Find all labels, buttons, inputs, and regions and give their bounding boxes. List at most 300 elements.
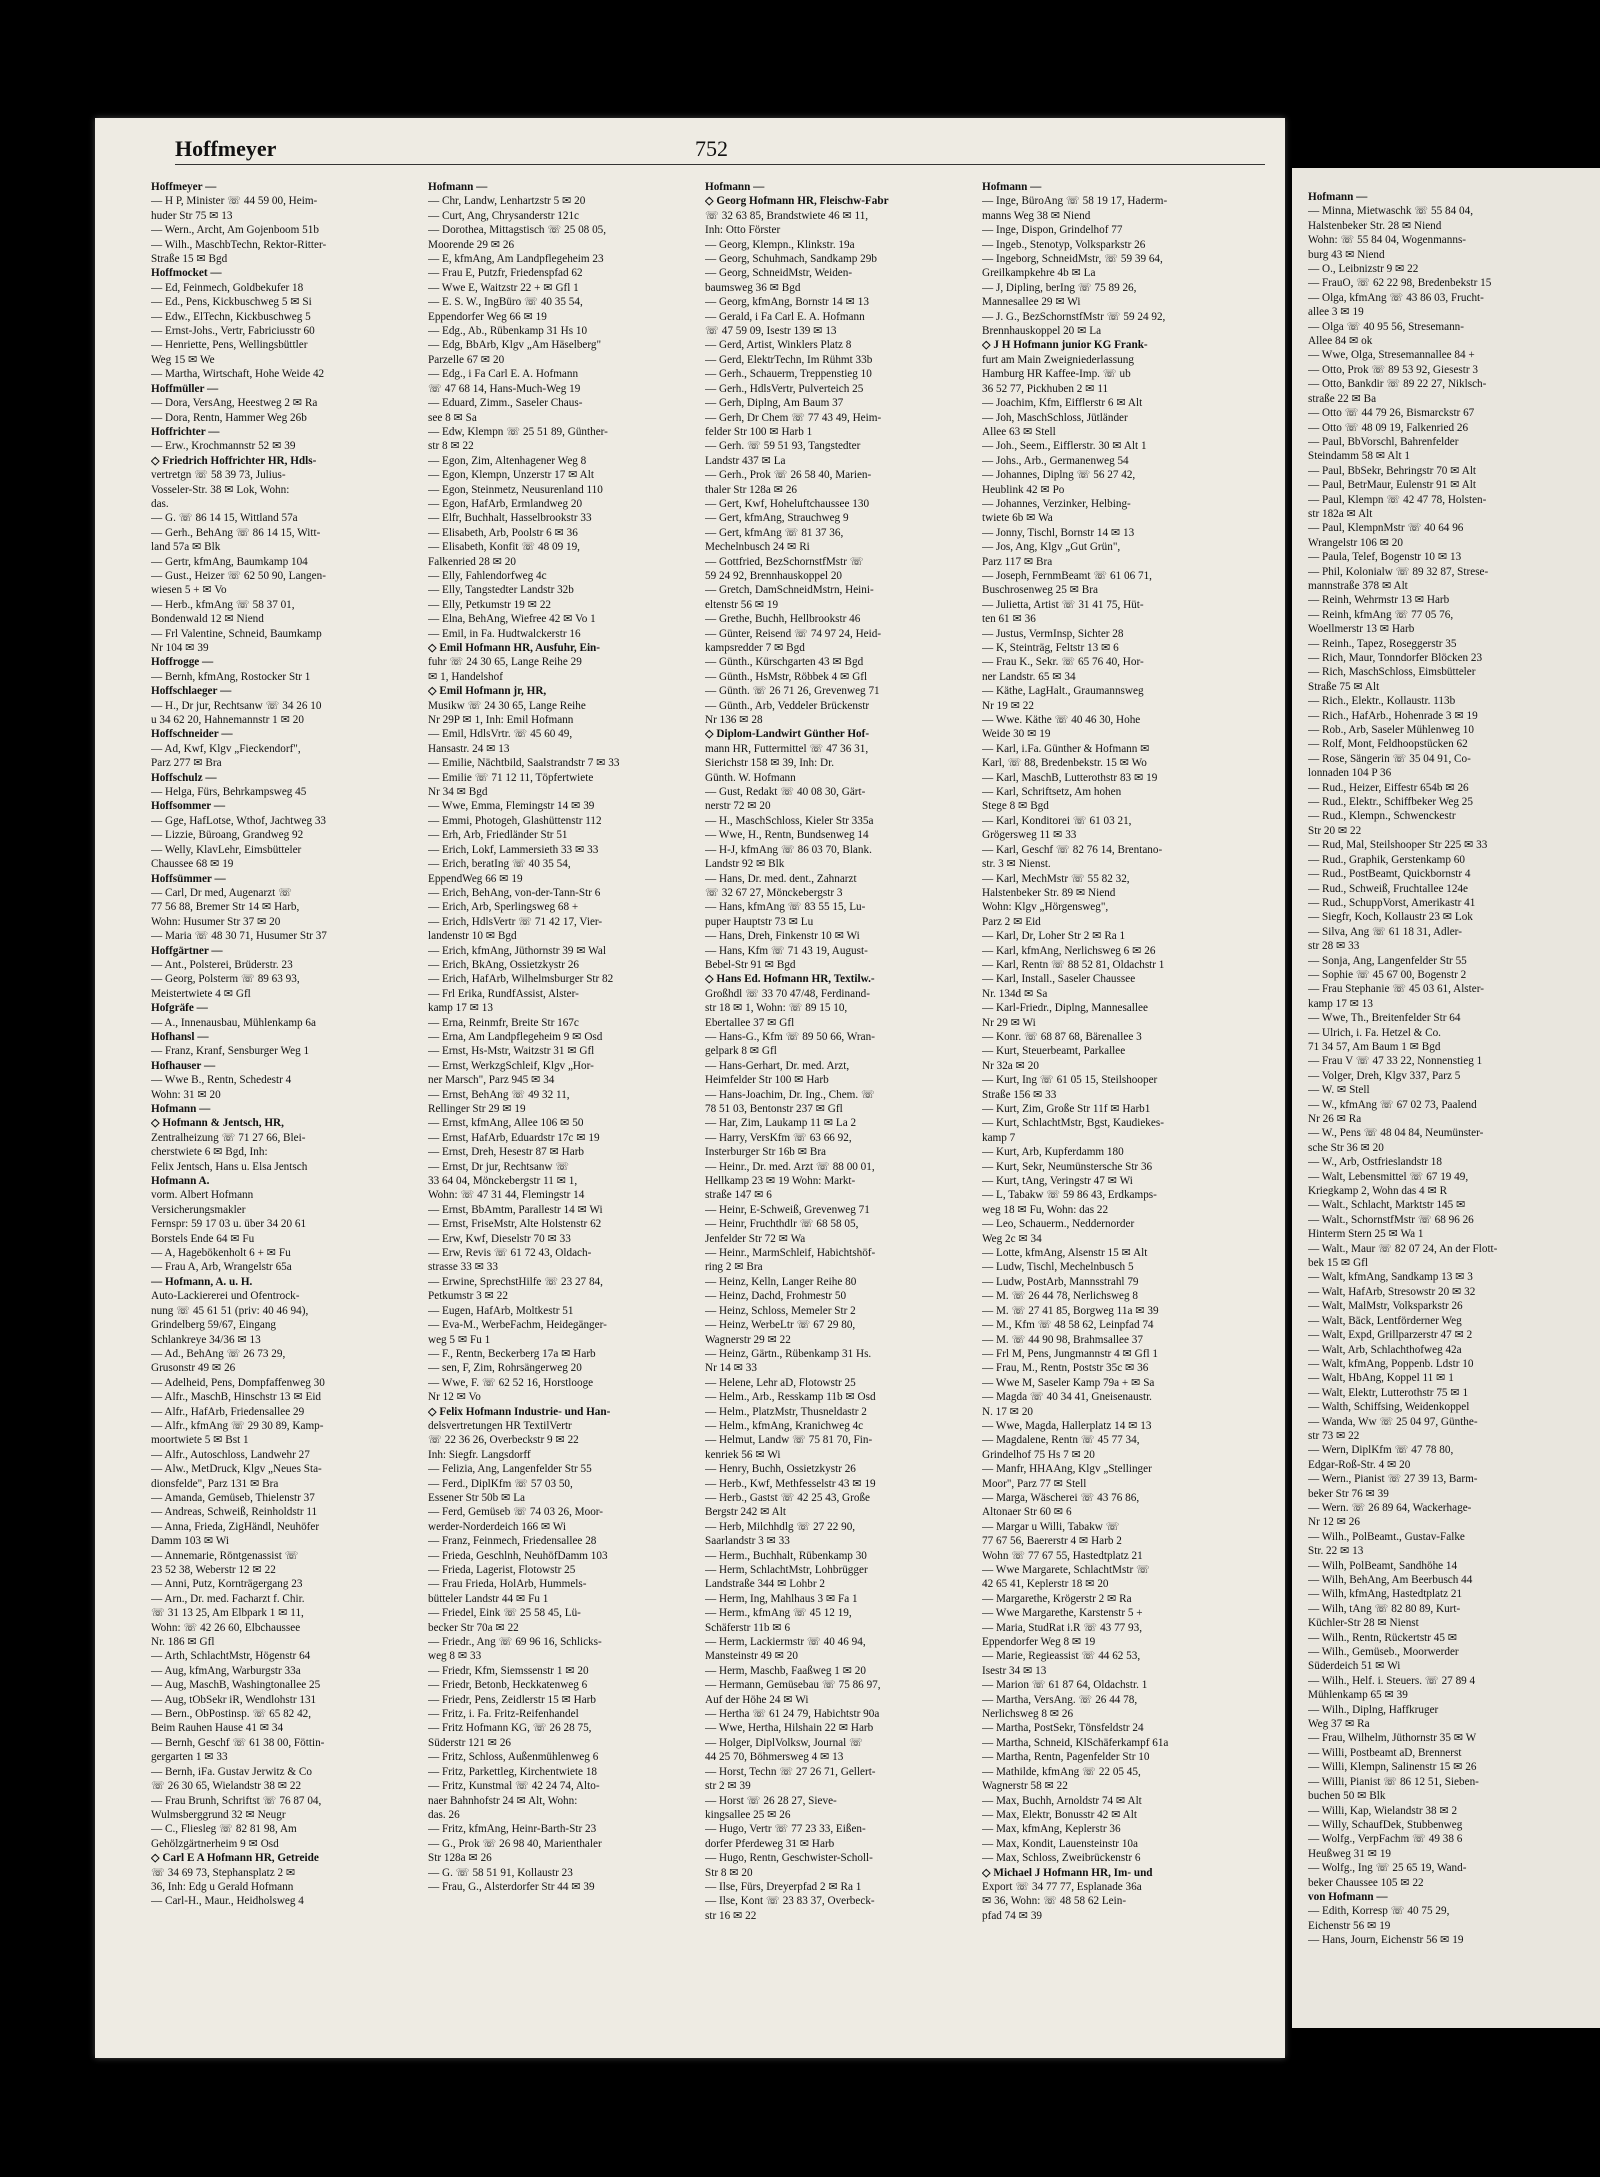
directory-entry-line: Nr 29 ✉ Wi bbox=[982, 1016, 1036, 1029]
directory-entry-line: Hoffrogge — bbox=[151, 656, 214, 669]
directory-entry-line: — Inge, BüroAng ☏ 58 19 17, Haderm- bbox=[982, 195, 1168, 208]
directory-entry-line: — Alw., MetDruck, Klgv „Neues Sta- bbox=[151, 1463, 322, 1476]
directory-entry-line: 59 24 92, Brennhauskoppel 20 bbox=[705, 569, 843, 582]
directory-entry-line: — Otto ☏ 44 79 26, Bismarckstr 67 bbox=[1308, 407, 1475, 420]
directory-entry-line: kamp 7 bbox=[982, 1131, 1016, 1144]
directory-entry-line: — Ingeborg, SchneidMstr, ☏ 59 39 64, bbox=[982, 253, 1163, 266]
directory-entry-line: Borstels Ende 64 ✉ Fu bbox=[151, 1232, 255, 1245]
directory-entry-line: — Wilh., Diplng, Haffkruger bbox=[1308, 1703, 1439, 1716]
directory-entry-line: — Annemarie, Röntgenassist ☏ bbox=[151, 1549, 299, 1562]
directory-entry-line: 71 34 57, Am Baum 1 ✉ Bgd bbox=[1308, 1040, 1441, 1053]
directory-entry-line: Steindamm 58 ✉ Alt 1 bbox=[1308, 450, 1410, 463]
directory-entry-line: Straße 156 ✉ 33 bbox=[982, 1088, 1057, 1101]
directory-entry-line: — Reinh, kfmAng ☏ 77 05 76, bbox=[1308, 608, 1454, 621]
directory-entry-line: Greilkampkehre 4b ✉ La bbox=[982, 267, 1096, 280]
directory-entry-line: — Heinr, Fruchthdlr ☏ 68 58 05, bbox=[705, 1218, 859, 1231]
directory-entry-line: Weg 37 ✉ Ra bbox=[1308, 1718, 1370, 1731]
directory-entry-line: — Otto, Bankdir ☏ 89 22 27, Niklsch- bbox=[1308, 378, 1487, 391]
directory-entry-line: — Wilh, BehAng, Am Beerbusch 44 bbox=[1308, 1574, 1473, 1586]
directory-entry-line: — Phil, Kolonialw ☏ 89 32 87, Strese- bbox=[1308, 565, 1489, 578]
directory-entry-line: — Holger, DiplVolksw, Journal ☏ bbox=[705, 1736, 864, 1749]
directory-entry-line: — Walt, MalMstr, Volksparkstr 26 bbox=[1308, 1300, 1463, 1313]
directory-entry-line: — Egon, Steinmetz, Neusurenland 110 bbox=[428, 483, 603, 496]
directory-entry-line: — Erich, kfmAng, Jüthornstr 39 ✉ Wal bbox=[428, 944, 606, 957]
directory-entry-line: — Emmi, Photogeh, Glashüttenstr 112 bbox=[428, 814, 602, 827]
directory-entry-line: — Magdalene, Rentn ☏ 45 77 34, bbox=[982, 1434, 1140, 1447]
directory-entry-line: — Ernst, WerkzgSchleif, Klgv „Hor- bbox=[428, 1059, 594, 1072]
directory-entry-line: Wagnerstr 58 ✉ 22 bbox=[982, 1780, 1068, 1793]
directory-entry-line: — Ernst-Johs., Vertr, Fabriciusstr 60 bbox=[151, 325, 315, 338]
directory-entry-line: — Ad, Kwf, Klgv „Fieckendorf", bbox=[151, 742, 301, 755]
directory-entry-line: — Wwe, Emma, Flemingstr 14 ✉ 39 bbox=[428, 800, 595, 813]
directory-entry-line: — Wwe, Magda, Hallerplatz 14 ✉ 13 bbox=[982, 1419, 1152, 1432]
directory-entry-line: — Hans, Dreh, Finkenstr 10 ✉ Wi bbox=[705, 930, 860, 943]
directory-entry-line: — Rud., SchuppVorst, Amerikastr 41 bbox=[1308, 896, 1476, 909]
directory-entry-line: — Ernst, kfmAng, Allee 106 ✉ 50 bbox=[428, 1117, 584, 1130]
directory-entry-line: — Günter, Reisend ☏ 74 97 24, Heid- bbox=[705, 627, 882, 640]
directory-entry-line: — sen, F, Zim, Rohrsängerweg 20 bbox=[428, 1362, 582, 1375]
directory-entry-line: Mechelnbusch 24 ✉ Ri bbox=[705, 541, 810, 554]
directory-entry-line: — Dorothea, Mittagstisch ☏ 25 08 05, bbox=[428, 224, 607, 237]
directory-entry-line: Heublink 42 ✉ Po bbox=[982, 483, 1065, 496]
directory-entry-line: — Chr, Landw, Lenhartzstr 5 ✉ 20 bbox=[428, 195, 586, 208]
directory-entry-line: Str 8 ✉ 20 bbox=[705, 1866, 753, 1879]
directory-entry-line: — Kurt, Zim, Große Str 11f ✉ Harb1 bbox=[982, 1103, 1151, 1115]
directory-entry-line: nung ☏ 45 61 51 (priv: 40 46 94), bbox=[151, 1304, 309, 1317]
directory-entry-line: Nr. 186 ✉ Gfl bbox=[151, 1636, 215, 1649]
directory-entry-line: — Frieda, Lagerist, Flotowstr 25 bbox=[428, 1564, 576, 1576]
directory-entry-line: Nr 14 ✉ 33 bbox=[705, 1362, 757, 1375]
directory-entry-line: 44 25 70, Böhmersweg 4 ✉ 13 bbox=[705, 1751, 844, 1764]
directory-entry-line: Hamburg HR Kaffee-Imp. ☏ ub bbox=[982, 368, 1131, 381]
directory-entry-line: — Rob., Arb, Saseler Mühlenweg 10 bbox=[1308, 724, 1474, 737]
directory-entry-line: Str. 22 ✉ 13 bbox=[1308, 1545, 1364, 1558]
directory-entry-line: Str 128a ✉ 26 bbox=[428, 1852, 492, 1865]
directory-entry-line: — Rud, Mal, Steilshooper Str 225 ✉ 33 bbox=[1308, 839, 1488, 852]
directory-entry-line: Allee 84 ✉ ok bbox=[1308, 335, 1373, 348]
directory-entry-line: becker Str 70a ✉ 22 bbox=[428, 1621, 519, 1634]
directory-entry-line: — Frau Stephanie ☏ 45 03 61, Alster- bbox=[1308, 983, 1484, 996]
directory-entry-line: — Frl Erika, RundfAssist, Alster- bbox=[428, 987, 579, 1000]
running-head: Hoffmeyer bbox=[175, 136, 277, 161]
directory-entry-line: — W. ✉ Stell bbox=[1308, 1084, 1370, 1097]
directory-entry-line: — Gerald, i Fa Carl E. A. Hofmann bbox=[705, 310, 865, 323]
directory-entry-line: — Willi, Klempn, Salinenstr 15 ✉ 26 bbox=[1308, 1761, 1477, 1774]
directory-entry-line: — Karl, Dr, Loher Str 2 ✉ Ra 1 bbox=[982, 930, 1126, 943]
directory-entry-line: — Ilse, Fürs, Dreyerpfad 2 ✉ Ra 1 bbox=[705, 1880, 862, 1893]
directory-entry-line: das. bbox=[151, 497, 169, 510]
directory-entry-line: Auto-Lackiererei und Ofentrock- bbox=[151, 1290, 300, 1303]
directory-entry-line: Export ☏ 34 77 77, Esplanade 36a bbox=[982, 1880, 1142, 1893]
directory-entry-line: — Karl, kfmAng, Nerlichsweg 6 ✉ 26 bbox=[982, 944, 1156, 957]
directory-entry-line: — Arth, SchlachtMstr, Högenstr 64 bbox=[151, 1650, 311, 1663]
directory-entry-line: 33 64 04, Mönckebergstr 11 ✉ 1, bbox=[428, 1175, 578, 1188]
directory-entry-line: Jenfelder Str 72 ✉ Wa bbox=[705, 1232, 806, 1245]
directory-entry-line: — Frau Frieda, HolArb, Hummels- bbox=[428, 1578, 587, 1591]
directory-entry-line: — Ulrich, i. Fa. Hetzel & Co. bbox=[1308, 1026, 1441, 1039]
directory-entry-line: weg 18 ✉ Fu, Wohn: das 22 bbox=[982, 1203, 1109, 1216]
directory-entry-line: — Kurt, tAng, Veringstr 47 ✉ Wi bbox=[982, 1175, 1133, 1188]
directory-entry-line: — Walt, kfmAng, Sandkamp 13 ✉ 3 bbox=[1308, 1271, 1473, 1284]
directory-entry-line: — Alfr., Autoschloss, Landwehr 27 bbox=[151, 1448, 310, 1461]
directory-entry-line: — Paul, Klempn ☏ 42 47 78, Holsten- bbox=[1308, 493, 1487, 506]
directory-entry-line: — Karl, MaschB, Lutterothstr 83 ✉ 19 bbox=[982, 771, 1158, 784]
directory-entry-line: — Rud., Graphik, Gerstenkamp 60 bbox=[1308, 853, 1465, 866]
directory-entry-line: Hoffgärtner — bbox=[151, 944, 223, 957]
directory-entry-line: Günth. W. Hofmann bbox=[705, 771, 796, 784]
directory-entry-line: Wohn: Klgv „Hörgensweg", bbox=[982, 901, 1109, 914]
directory-entry-line: — Gerh. ☏ 59 51 93, Tangstedter bbox=[705, 440, 861, 453]
directory-entry-line: — Hofmann, A. u. H. bbox=[151, 1275, 253, 1288]
directory-entry-line: — Otto ☏ 48 09 19, Falkenried 26 bbox=[1308, 421, 1469, 434]
directory-entry-line: — Rud., Schweiß, Fruchtallee 124e bbox=[1308, 882, 1469, 895]
directory-entry-line: — Frau A, Arb, Wrangelstr 65a bbox=[151, 1261, 292, 1274]
directory-entry-line: — Wilh., Gemüseb., Moorwerder bbox=[1308, 1646, 1459, 1659]
directory-entry-line: 36 52 77, Pickhuben 2 ✉ 11 bbox=[982, 382, 1109, 395]
directory-entry-line: ◇ Hans Ed. Hofmann HR, Textilw.- bbox=[705, 973, 875, 986]
directory-entry-line: — Gertr, kfmAng, Baumkamp 104 bbox=[151, 555, 308, 568]
directory-entry-line: — Edg., i Fa Carl E. A. Hofmann bbox=[428, 368, 579, 381]
directory-entry-line: N. 17 ✉ 20 bbox=[982, 1405, 1034, 1418]
directory-entry-line: — Alfr., HafArb, Friedensallee 29 bbox=[151, 1405, 305, 1418]
directory-entry-line: — Olga, kfmAng ☏ 43 86 03, Frucht- bbox=[1308, 291, 1484, 304]
directory-entry-line: — Ernst, HafArb, Eduardstr 17c ✉ 19 bbox=[428, 1131, 600, 1144]
directory-entry-line: — Friedr, Pens, Zeidlerstr 15 ✉ Harb bbox=[428, 1693, 597, 1706]
directory-entry-line: — Frau V ☏ 47 33 22, Nonnenstieg 1 bbox=[1308, 1055, 1483, 1068]
directory-entry-line: — M. ☏ 26 44 78, Nerlichsweg 8 bbox=[982, 1290, 1138, 1303]
directory-entry-line: — Walt, HbAng, Koppel 11 ✉ 1 bbox=[1308, 1372, 1454, 1385]
directory-entry-line: ✉ 36, Wohn: ☏ 48 58 62 Lein- bbox=[982, 1895, 1127, 1908]
directory-entry-line: — Erw, Kwf, Dieselstr 70 ✉ 33 bbox=[428, 1232, 571, 1245]
directory-entry-line: — Wanda, Ww ☏ 25 04 97, Günthe- bbox=[1308, 1415, 1478, 1428]
directory-entry-line: lonnaden 104 P 36 bbox=[1308, 767, 1392, 780]
directory-entry-line: — Wilh, tAng ☏ 82 80 89, Kurt- bbox=[1308, 1602, 1461, 1615]
directory-entry-line: Woellmerstr 13 ✉ Harb bbox=[1308, 623, 1415, 636]
directory-entry-line: Moor", Parz 77 ✉ Stell bbox=[982, 1477, 1087, 1490]
directory-entry-line: — Wern. ☏ 26 89 64, Wackerhage- bbox=[1308, 1501, 1472, 1514]
directory-entry-line: — Frau Brunh, Schriftst ☏ 76 87 04, bbox=[151, 1794, 322, 1807]
directory-entry-line: — H-J, kfmAng ☏ 86 03 70, Blank. bbox=[705, 843, 872, 856]
directory-entry-line: — Günth., Kürschgarten 43 ✉ Bgd bbox=[705, 656, 864, 669]
directory-entry-line: Halstenbeker Str. 28 ✉ Niend bbox=[1308, 219, 1442, 232]
directory-entry-line: — Walt., Maur ☏ 82 07 24, An der Flott- bbox=[1308, 1242, 1498, 1255]
directory-entry-line: Auf der Höhe 24 ✉ Wi bbox=[705, 1693, 809, 1706]
directory-entry-line: gelpark 8 ✉ Gfl bbox=[705, 1045, 777, 1058]
directory-entry-line: — Gerh., HdlsVertr, Pulverteich 25 bbox=[705, 382, 864, 395]
directory-entry-line: Grindelhof 75 Hs 7 ✉ 20 bbox=[982, 1448, 1095, 1461]
directory-entry-line: von Hofmann — bbox=[1308, 1890, 1388, 1903]
directory-entry-line: — Helene, Lehr aD, Flotowstr 25 bbox=[705, 1376, 856, 1389]
directory-entry-line: — Erich, BkAng, Ossietzkystr 26 bbox=[428, 958, 580, 971]
directory-entry-line: Wohn ☏ 77 67 55, Hastedtplatz 21 bbox=[982, 1549, 1143, 1562]
directory-entry-line: — Fritz, Kunstmal ☏ 42 24 74, Alto- bbox=[428, 1780, 600, 1793]
directory-entry-line: — Walt, Expd, Grillparzerstr 47 ✉ 2 bbox=[1308, 1329, 1473, 1342]
directory-entry-line: — Marion ☏ 61 87 64, Oldachstr. 1 bbox=[982, 1679, 1148, 1692]
directory-entry-line: — Martha, Schneid, KlSchäferkampf 61a bbox=[982, 1736, 1169, 1749]
directory-entry-line: — Emil, in Fa. Hudtwalckerstr 16 bbox=[428, 627, 581, 640]
directory-entry-line: — Hans, Journ, Eichenstr 56 ✉ 19 bbox=[1308, 1934, 1464, 1947]
directory-entry-line: Mannesallee 29 ✉ Wi bbox=[982, 296, 1081, 309]
directory-entry-line: — Jonny, Tischl, Bornstr 14 ✉ 13 bbox=[982, 526, 1135, 539]
page-number: 752 bbox=[695, 136, 728, 161]
directory-entry-line: Hoffmocket — bbox=[151, 267, 222, 280]
directory-entry-line: — K, Steinträg, Feltstr 13 ✉ 6 bbox=[982, 642, 1119, 654]
directory-entry-line: Schäferstr 11b ✉ 6 bbox=[705, 1621, 791, 1634]
directory-entry-line: — Arn., Dr. med. Facharzt f. Chir. bbox=[151, 1592, 305, 1605]
directory-entry-line: Essener Str 50b ✉ La bbox=[428, 1491, 525, 1504]
directory-entry-line: — Henry, Buchh, Ossietzkystr 26 bbox=[705, 1463, 856, 1476]
directory-entry-line: — Walt., SchornstfMstr ☏ 68 96 26 bbox=[1308, 1213, 1474, 1226]
directory-entry-line: — Hans, kfmAng ☏ 83 55 15, Lu- bbox=[705, 901, 866, 914]
directory-entry-line: — Karl, i.Fa. Günther & Hofmann ✉ bbox=[982, 742, 1150, 755]
directory-entry-line: Landstr 92 ✉ Blk bbox=[705, 858, 785, 871]
directory-entry-line: — Fritz, Schloss, Außenmühlenweg 6 bbox=[428, 1751, 599, 1764]
directory-entry-line: — E. S. W., IngBüro ☏ 40 35 54, bbox=[428, 296, 583, 309]
directory-entry-line: ◇ Michael J Hofmann HR, Im- und bbox=[982, 1866, 1153, 1879]
directory-entry-line: Parzelle 67 ✉ 20 bbox=[428, 353, 505, 366]
directory-entry-line: kampsredder 7 ✉ Bgd bbox=[705, 642, 805, 654]
directory-entry-line: — Siegfr, Koch, Kollaustr 23 ✉ Lok bbox=[1308, 911, 1473, 924]
directory-entry-line: — Erw., Krochmannstr 52 ✉ 39 bbox=[151, 440, 296, 453]
directory-entry-line: — Kurt, Ing ☏ 61 05 15, Steilshooper bbox=[982, 1074, 1158, 1087]
directory-entry-line: — Manfr, HHAAng, Klgv „Stellinger bbox=[982, 1463, 1152, 1476]
directory-entry-line: Nerlichsweg 8 ✉ 26 bbox=[982, 1708, 1074, 1721]
directory-entry-line: Nr 26 ✉ Ra bbox=[1308, 1113, 1362, 1125]
directory-entry-line: — Kurt, Steuerbeamt, Parkallee bbox=[982, 1045, 1126, 1058]
directory-entry-line: — Franz, Kranf, Sensburger Weg 1 bbox=[151, 1045, 310, 1058]
directory-entry-line: baumsweg 36 ✉ Bgd bbox=[705, 281, 801, 294]
directory-entry-line: str 2 ✉ 39 bbox=[705, 1780, 751, 1793]
directory-entry-line: Hinterm Stern 25 ✉ Wa 1 bbox=[1308, 1228, 1424, 1241]
directory-entry-line: Hoffsommer — bbox=[151, 800, 226, 813]
directory-entry-line: — Wwe B., Rentn, Schedestr 4 bbox=[151, 1074, 292, 1087]
directory-entry-line: str 8 ✉ 22 bbox=[428, 440, 474, 453]
directory-entry-line: — A, Hagebökenholt 6 + ✉ Fu bbox=[151, 1247, 291, 1260]
directory-entry-line: str 18 ✉ 1, Wohn: ☏ 89 15 10, bbox=[705, 1002, 848, 1015]
directory-entry-line: Hoffschlaeger — bbox=[151, 685, 232, 698]
directory-entry-line: — Welly, KlavLehr, Eimsbütteler bbox=[151, 843, 302, 856]
directory-entry-line: Süderdeich 51 ✉ Wi bbox=[1308, 1660, 1401, 1673]
directory-entry-line: — Karl, Konditorei ☏ 61 03 21, bbox=[982, 814, 1132, 827]
directory-entry-line: — Georg, SchneidMstr, Weiden- bbox=[705, 267, 853, 280]
directory-entry-line: ✉ 1, Handelshof bbox=[428, 670, 503, 683]
directory-entry-line: cherstwiete 6 ✉ Bgd, Inh: bbox=[151, 1146, 268, 1159]
directory-entry-line: — Konr. ☏ 68 87 68, Bärenallee 3 bbox=[982, 1030, 1142, 1043]
directory-entry-line: Nr 19 ✉ 22 bbox=[982, 699, 1034, 712]
directory-entry-line: — Herm, Lackiermstr ☏ 40 46 94, bbox=[705, 1636, 866, 1649]
directory-entry-line: Eichenstr 56 ✉ 19 bbox=[1308, 1919, 1391, 1932]
directory-entry-line: — Alfr., MaschB, Hinschstr 13 ✉ Eid bbox=[151, 1391, 322, 1404]
directory-entry-line: — Karl, MechMstr ☏ 55 82 32, bbox=[982, 872, 1130, 885]
directory-entry-line: — Walt, Arb, Schlachthofweg 42a bbox=[1308, 1343, 1462, 1356]
directory-entry-line: — Edith, Korresp ☏ 40 75 29, bbox=[1308, 1905, 1450, 1918]
directory-entry-line: — Wwe, F. ☏ 62 52 16, Horstlooge bbox=[428, 1376, 594, 1389]
directory-entry-line: land 57a ✉ Blk bbox=[151, 541, 221, 554]
directory-entry-line: Karl, ☏ 88, Bredenbekstr. 15 ✉ Wo bbox=[982, 757, 1147, 770]
directory-entry-line: Heimfelder Str 100 ✉ Harb bbox=[705, 1074, 829, 1087]
directory-entry-line: — Georg, Schuhmach, Sandkamp 29b bbox=[705, 253, 877, 266]
directory-entry-line: — Fritz Hofmann KG, ☏ 26 28 75, bbox=[428, 1722, 592, 1735]
directory-entry-line: — Erna, Am Landpflegeheim 9 ✉ Osd bbox=[428, 1030, 603, 1043]
directory-entry-line: — Elly, Fahlendorfweg 4c bbox=[428, 569, 547, 582]
directory-entry-line: — Leo, Schauerm., Neddernorder bbox=[982, 1218, 1135, 1231]
directory-entry-line: — Ludw, PostArb, Mannsstrahl 79 bbox=[982, 1275, 1139, 1288]
directory-entry-line: — Inge, Dispon, Grindelhof 77 bbox=[982, 224, 1123, 237]
directory-entry-line: — Erich, BehAng, von-der-Tann-Str 6 bbox=[428, 886, 601, 899]
directory-entry-line: — Georg, kfmAng, Bornstr 14 ✉ 13 bbox=[705, 296, 869, 309]
directory-page bbox=[95, 118, 1285, 2058]
directory-entry-line: — Emil, HdlsVrtr. ☏ 45 60 49, bbox=[428, 728, 573, 741]
directory-entry-line: Straße 75 ✉ Alt bbox=[1308, 680, 1380, 693]
directory-entry-line: — Erich, beratIng ☏ 40 35 54, bbox=[428, 858, 571, 871]
directory-entry-line: Parz 277 ✉ Bra bbox=[151, 757, 222, 770]
directory-entry-line: ◇ Hofmann & Jentsch, HR, bbox=[151, 1117, 284, 1130]
directory-entry-line: wiesen 5 + ✉ Vo bbox=[151, 584, 227, 597]
directory-entry-line: — Reinh, Wehrmstr 13 ✉ Harb bbox=[1308, 594, 1450, 607]
directory-entry-line: ◇ Felix Hofmann Industrie- und Han- bbox=[428, 1405, 611, 1418]
directory-entry-line: — Reinh., Tapez, Roseggerstr 35 bbox=[1308, 637, 1457, 650]
directory-entry-line: — Ernst, BehAng ☏ 49 32 11, bbox=[428, 1088, 570, 1101]
directory-entry-line: — Walt, HafArb, Stresowstr 20 ✉ 32 bbox=[1308, 1285, 1476, 1298]
directory-entry-line: ner Marsch", Parz 945 ✉ 34 bbox=[428, 1074, 555, 1087]
directory-entry-line: — Heinr., MarmSchleif, Habichtshöf- bbox=[705, 1247, 876, 1260]
directory-entry-line: str. 3 ✉ Nienst. bbox=[982, 858, 1051, 871]
directory-entry-line: — Minna, Mietwaschk ☏ 55 84 04, bbox=[1308, 205, 1474, 218]
directory-entry-line: — H P, Minister ☏ 44 59 00, Heim- bbox=[151, 195, 318, 208]
directory-entry-line: Grögersweg 11 ✉ 33 bbox=[982, 829, 1077, 842]
directory-entry-line: ◇ Georg Hofmann HR, Fleischw-Fabr bbox=[705, 195, 889, 208]
directory-entry-line: Grusonstr 49 ✉ 26 bbox=[151, 1362, 236, 1375]
directory-entry-line: — Hans-G., Kfm ☏ 89 50 66, Wran- bbox=[705, 1030, 875, 1043]
directory-entry-line: — Rud., Klempn., Schwenckestr bbox=[1308, 810, 1456, 823]
directory-entry-line: — Gert, Kwf, Hoheluftchaussee 130 bbox=[705, 497, 870, 510]
directory-entry-line: — G. ☏ 86 14 15, Wittland 57a bbox=[151, 512, 298, 525]
directory-entry-line: — G., Prok ☏ 26 98 40, Marienthaler bbox=[428, 1837, 602, 1850]
directory-entry-line: Grindelberg 59/67, Eingang bbox=[151, 1319, 277, 1332]
directory-entry-line: Wrangelstr 106 ✉ 20 bbox=[1308, 536, 1403, 549]
directory-entry-line: EppendWeg 66 ✉ 19 bbox=[428, 872, 523, 885]
directory-entry-line: allee 3 ✉ 19 bbox=[1308, 306, 1364, 319]
directory-entry-line: — Julietta, Artist ☏ 31 41 75, Hüt- bbox=[982, 598, 1144, 611]
directory-entry-line: 36, Inh: Edg u Gerald Hofmann bbox=[151, 1880, 294, 1893]
directory-entry-line: Hofmann A. bbox=[151, 1175, 210, 1188]
directory-entry-line: dorfer Pferdeweg 31 ✉ Harb bbox=[705, 1837, 835, 1850]
directory-entry-line: Petkumstr 3 ✉ 22 bbox=[428, 1290, 508, 1303]
directory-entry-line: ☏ 47 68 14, Hans-Much-Weg 19 bbox=[428, 382, 581, 395]
directory-entry-line: — Herb., Gastst ☏ 42 25 43, Große bbox=[705, 1491, 870, 1504]
directory-entry-line: — Gretch, DamSchneidMstrn, Heini- bbox=[705, 584, 874, 597]
directory-entry-line: mann HR, Futtermittel ☏ 47 36 31, bbox=[705, 742, 869, 755]
directory-entry-line: ☏ 32 63 85, Brandstwiete 46 ✉ 11, bbox=[705, 209, 869, 222]
directory-entry-line: Süderstr 121 ✉ 26 bbox=[428, 1736, 512, 1749]
directory-entry-line: — Mathilde, kfmAng ☏ 22 05 45, bbox=[982, 1765, 1141, 1778]
directory-entry-line: — Erh, Arb, Friedländer Str 51 bbox=[428, 829, 568, 842]
directory-entry-line: ☏ 22 36 26, Overbeckstr 9 ✉ 22 bbox=[428, 1434, 579, 1447]
directory-entry-line: — Wilh., MaschbTechn, Rektor-Ritter- bbox=[151, 238, 327, 251]
directory-entry-line: — Marga, Wäscherei ☏ 43 76 86, bbox=[982, 1491, 1140, 1504]
directory-entry-line: kingsallee 25 ✉ 26 bbox=[705, 1808, 791, 1821]
directory-entry-line: — Ilse, Kont ☏ 23 83 37, Overbeck- bbox=[705, 1895, 875, 1908]
directory-entry-line: fuhr ☏ 24 30 65, Lange Reihe 29 bbox=[428, 656, 582, 669]
directory-entry-line: buchen 50 ✉ Blk bbox=[1308, 1790, 1386, 1803]
directory-entry-line: — Paula, Telef, Bogenstr 10 ✉ 13 bbox=[1308, 551, 1462, 564]
directory-entry-line: Bebel-Str 91 ✉ Bgd bbox=[705, 958, 796, 971]
directory-entry-line: — Aug, MaschB, Washingtonallee 25 bbox=[151, 1679, 321, 1692]
directory-entry-line: Stege 8 ✉ Bgd bbox=[982, 800, 1049, 813]
directory-entry-line: — Helm., PlatzMstr, Thusneldastr 2 bbox=[705, 1405, 867, 1418]
directory-entry-line: — Margarethe, Krögerstr 2 ✉ Ra bbox=[982, 1592, 1132, 1605]
directory-entry-line: — Wilh, PolBeamt, Sandhöhe 14 bbox=[1308, 1559, 1458, 1572]
directory-entry-line: u 34 62 20, Hahnemannstr 1 ✉ 20 bbox=[151, 714, 304, 727]
directory-entry-line: — Wilh, kfmAng, Hastedtplatz 21 bbox=[1308, 1588, 1463, 1601]
directory-entry-line: ☏ 32 67 27, Mönckebergstr 3 bbox=[705, 886, 843, 899]
directory-entry-line: — Gerh., Schauerm, Treppenstieg 10 bbox=[705, 368, 872, 381]
directory-entry-line: — Eva-M., WerbeFachm, Heidegänger- bbox=[428, 1319, 607, 1332]
directory-entry-line: — Walt, Elektr, Lutterothstr 75 ✉ 1 bbox=[1308, 1386, 1469, 1399]
directory-entry-line: — Willi, Kap, Wielandstr 38 ✉ 2 bbox=[1308, 1804, 1458, 1817]
directory-entry-line: straße 147 ✉ 6 bbox=[705, 1189, 772, 1202]
directory-entry-line: ring 2 ✉ Bra bbox=[705, 1261, 763, 1274]
directory-entry-line: — Frau, Wilhelm, Jüthornstr 35 ✉ W bbox=[1308, 1732, 1477, 1745]
directory-entry-line: werder-Norderdeich 166 ✉ Wi bbox=[428, 1520, 567, 1533]
directory-entry-line: ◇ Emil Hofmann HR, Ausfuhr, Ein- bbox=[428, 642, 601, 654]
directory-entry-line: Nr 12 ✉ Vo bbox=[428, 1391, 481, 1404]
directory-entry-line: kamp 17 ✉ 13 bbox=[1308, 997, 1373, 1010]
directory-entry-line: Versicherungsmakler bbox=[151, 1203, 246, 1216]
directory-entry-line: — Karl, Geschf ☏ 82 76 14, Brentano- bbox=[982, 843, 1163, 856]
directory-entry-line: — Frl Valentine, Schneid, Baumkamp bbox=[151, 627, 322, 640]
directory-entry-line: 77 67 56, Baererstr 4 ✉ Harb 2 bbox=[982, 1535, 1122, 1548]
directory-entry-line: ner Landstr. 65 ✉ 34 bbox=[982, 670, 1076, 683]
directory-entry-line: — Adelheid, Pens, Dompfaffenweg 30 bbox=[151, 1376, 325, 1389]
directory-entry-line: Buschrosenweg 25 ✉ Bra bbox=[982, 584, 1098, 597]
directory-entry-line: nerstr 72 ✉ 20 bbox=[705, 800, 771, 813]
directory-entry-line: — Helmut, Landw ☏ 75 81 70, Fin- bbox=[705, 1434, 873, 1447]
directory-entry-line: — Edg., Ab., Rübenkamp 31 Hs 10 bbox=[428, 325, 588, 338]
directory-entry-line: — Erich, HdlsVertr ☏ 71 42 17, Vier- bbox=[428, 915, 603, 928]
directory-entry-line: — Walt, Bäck, Lentförderner Weg bbox=[1308, 1314, 1462, 1327]
directory-entry-line: — Bern., ObPostinsp. ☏ 65 82 42, bbox=[151, 1708, 312, 1721]
directory-entry-line: puper Hauptstr 73 ✉ Lu bbox=[705, 915, 814, 928]
directory-entry-line: — Rich, MaschSchloss, Eimsbütteler bbox=[1308, 666, 1476, 679]
directory-entry-line: — Rich, Maur, Tonndorfer Blöcken 23 bbox=[1308, 652, 1483, 664]
directory-entry-line: Gehölzgärtnerheim 9 ✉ Osd bbox=[151, 1837, 279, 1850]
directory-entry-line: — Eduard, Zimm., Saseler Chaus- bbox=[428, 397, 583, 410]
directory-entry-line: Str 20 ✉ 22 bbox=[1308, 824, 1362, 837]
directory-entry-line: — Bernh, kfmAng, Rostocker Str 1 bbox=[151, 670, 311, 683]
directory-entry-line: Zentralheizung ☏ 71 27 66, Blei- bbox=[151, 1131, 306, 1144]
directory-entry-line: — Karl, Install., Saseler Chaussee bbox=[982, 973, 1136, 986]
directory-entry-line: — Walt, Lebensmittel ☏ 67 19 49, bbox=[1308, 1170, 1469, 1183]
directory-entry-line: — Otto, Prok ☏ 89 53 92, Giesestr 3 bbox=[1308, 363, 1478, 376]
directory-entry-line: Landstr 437 ✉ La bbox=[705, 454, 786, 467]
directory-entry-line: Nr 12 ✉ 26 bbox=[1308, 1516, 1360, 1529]
directory-entry-line: 42 65 41, Keplerstr 18 ✉ 20 bbox=[982, 1578, 1109, 1591]
directory-entry-line: Allee 63 ✉ Stell bbox=[982, 425, 1056, 438]
directory-entry-line: Hoffmeyer — bbox=[151, 181, 217, 193]
directory-entry-line: Edgar-Roß-Str. 4 ✉ 20 bbox=[1308, 1458, 1411, 1471]
directory-entry-line: — Heinz, Schloss, Memeler Str 2 bbox=[705, 1304, 856, 1317]
directory-entry-line: Moorende 29 ✉ 26 bbox=[428, 238, 515, 251]
directory-entry-line: — Joachim, Kfm, Eifflerstr 6 ✉ Alt bbox=[982, 397, 1143, 410]
directory-entry-line: Hofhauser — bbox=[151, 1059, 216, 1072]
directory-entry-line: Parz 117 ✉ Bra bbox=[982, 555, 1053, 568]
column-4 bbox=[982, 180, 1252, 1923]
directory-entry-line: — Horst ☏ 26 28 27, Sieve- bbox=[705, 1794, 837, 1807]
directory-entry-line: — Lizzie, Büroang, Grandweg 92 bbox=[151, 829, 304, 842]
directory-entry-line: — Ingeb., Stenotyp, Volksparkstr 26 bbox=[982, 238, 1146, 251]
directory-entry-line: — H., MaschSchloss, Kieler Str 335a bbox=[705, 814, 874, 827]
